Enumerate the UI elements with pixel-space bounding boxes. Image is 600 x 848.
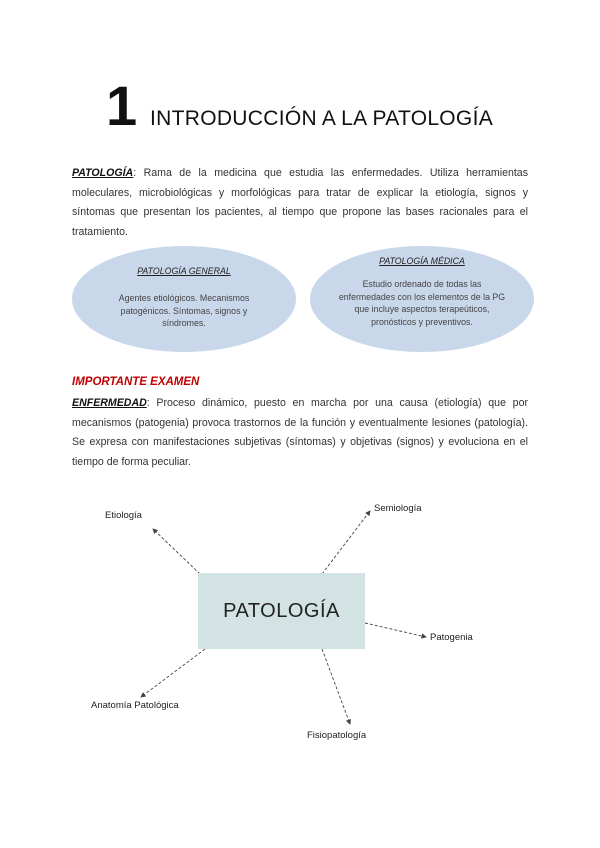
node-semiologia: Semiología [374, 503, 422, 514]
connector-patogenia [365, 623, 426, 637]
important-exam-label: IMPORTANTE EXAMEN [72, 376, 200, 388]
general-pathology-title: PATOLOGÍA GENERAL [137, 266, 231, 276]
chapter-title: INTRODUCCIÓN A LA PATOLOGÍA [150, 107, 494, 130]
chapter-number: 1 [106, 74, 138, 137]
connector-semiologia [322, 511, 370, 574]
connector-fisiopatologia [322, 649, 350, 724]
pathology-definition [72, 164, 528, 242]
node-anatomia-patologica: Anatomía Patológica [91, 700, 179, 711]
connector-anatomia [141, 649, 205, 697]
general-pathology-ellipse [72, 246, 296, 352]
medical-pathology-ellipse [310, 246, 534, 352]
pathology-definition-text: : Rama de la medicina que estudia las enfermedades. Utiliza herramientas moleculares, microbiológicas y morfológicas para tratar de explicar la etiología, signos y síntomas que presentan los pacientes, al tiempo que propone las bases racionales para el tratamiento. [72, 167, 528, 238]
general-pathology-body: Agentes etiológicos. Mecanismos patogénicos. Síntomas, signos y síndromes. [118, 293, 250, 328]
node-fisiopatologia: Fisiopatología [307, 730, 367, 741]
disease-term: ENFERMEDAD [72, 397, 147, 409]
pathology-term: PATOLOGÍA [72, 167, 134, 179]
medical-pathology-title: PATOLOGÍA MÉDICA [379, 256, 465, 266]
medical-pathology-body: Estudio ordenado de todas las enfermedades con los elementos de la PG que incluye aspectos terapeúticos, pronósticos y preventivos. [338, 279, 506, 327]
pathology-center-box: PATOLOGÍA [198, 573, 365, 649]
connector-etiologia [153, 529, 200, 574]
node-etiologia: Etiología [105, 510, 142, 521]
disease-definition-text: : Proceso dinámico, puesto en marcha por una causa (etiología) que por mecanismos (patogenia) provoca trastornos de la función y eventualmente lesiones (patología). Se expresa con manifestaciones subjetivas (síntomas) y objetivas (signos) y evoluciona en el tiempo de forma peculiar. [72, 397, 528, 468]
disease-definition [72, 394, 528, 472]
node-patogenia: Patogenia [430, 632, 473, 643]
